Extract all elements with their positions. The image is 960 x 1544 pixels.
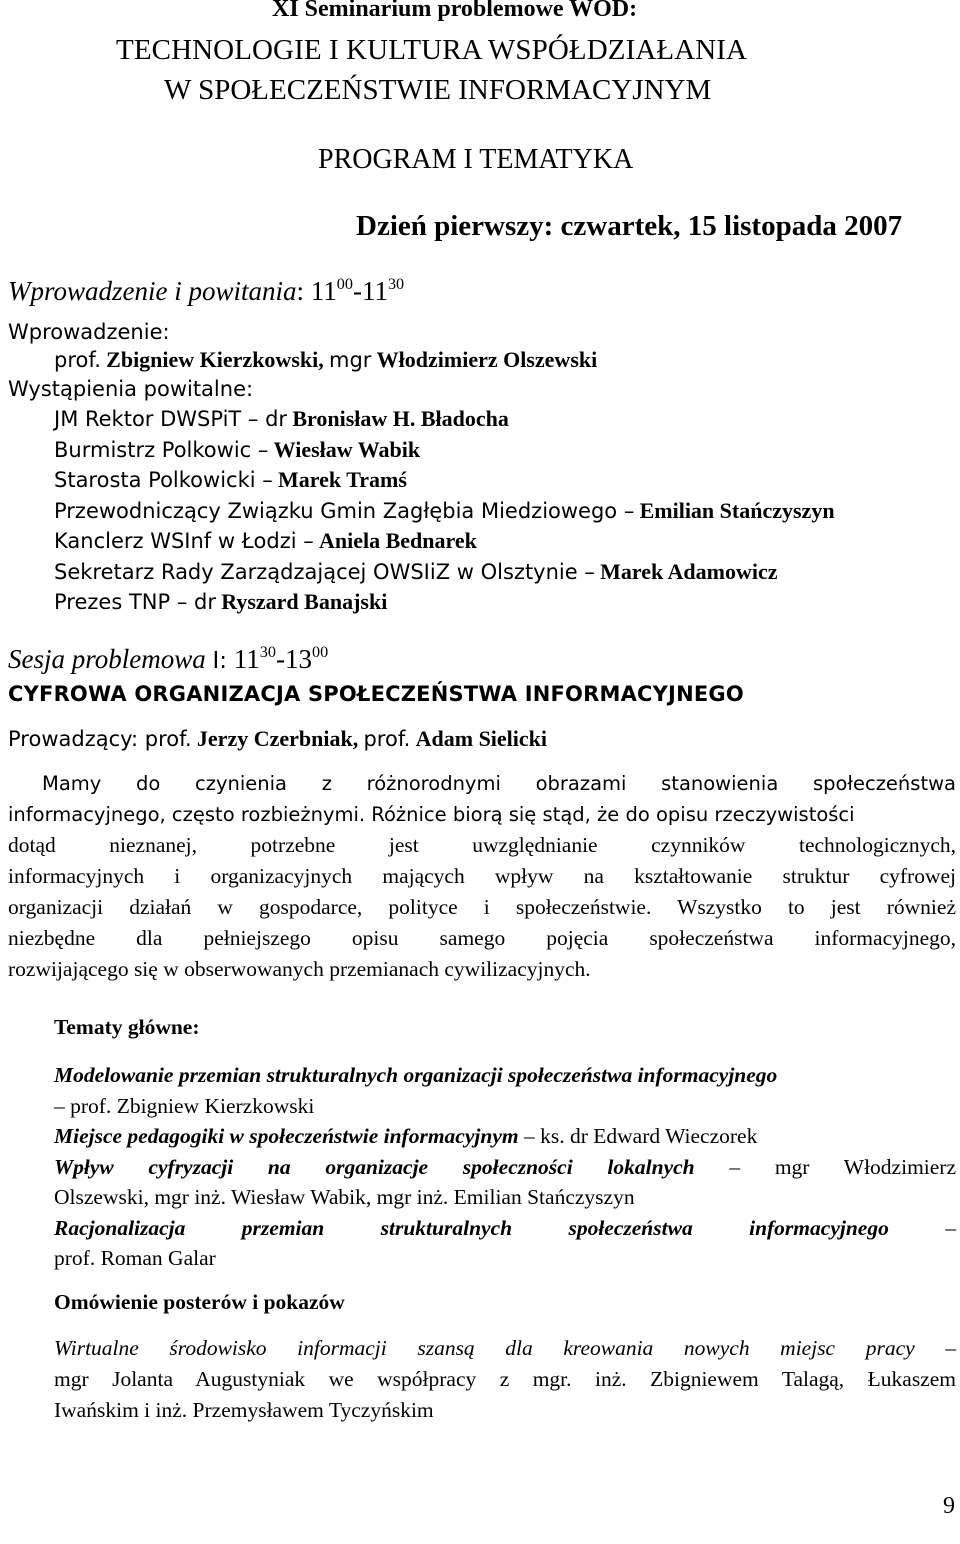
- program-heading: PROGRAM I TEMATYKA: [318, 144, 634, 175]
- session-chairs: Prowadzący: prof. Jerzy Czerbniak, prof. Adam Sielicki: [8, 726, 548, 751]
- speaker-row: JM Rektor DWSPiT – dr Bronisław H. Bładocha: [54, 406, 509, 431]
- topic-title: Miejsce pedagogiki w społeczeństwie informacyjnym: [54, 1124, 519, 1148]
- topic-author: – ks. dr Edward Wieczorek: [523, 1124, 758, 1148]
- description-line: Mamy do czynienia z różnorodnymi obrazami stanowienia społeczeństwa: [42, 772, 956, 795]
- topic-title: Modelowanie przemian strukturalnych organizacji społeczeństwa informacyjnego: [54, 1063, 778, 1087]
- poster-authors: Iwańskim i inż. Przemysławem Tyczyńskim: [54, 1398, 434, 1422]
- description-line: niezbędne dla pełniejszego opisu samego pojęcia społeczeństwa informacyjnego,: [8, 926, 956, 950]
- topic-author: Olszewski, mgr inż. Wiesław Wabik, mgr inż. Emilian Stańczyszyn: [54, 1185, 635, 1209]
- session-number: I:: [212, 648, 228, 674]
- day-heading: Dzień pierwszy: czwartek, 15 listopada 2007: [356, 210, 903, 242]
- page-number: 9: [943, 1493, 955, 1519]
- wystapienia-label: Wystąpienia powitalne:: [8, 377, 254, 401]
- poster-item: [54, 1333, 956, 1426]
- session-description: [8, 768, 956, 985]
- topics-heading: Tematy główne:: [54, 1015, 200, 1039]
- intro-heading-colon: :: [296, 276, 305, 306]
- topic-author: – mgr Włodzimierz: [729, 1154, 957, 1179]
- seminar-title: XI Seminarium problemowe WOD:: [272, 0, 638, 22]
- description-line: dotąd nieznanej, potrzebne jest uwzględnianie czynników technologicznych,: [8, 833, 956, 857]
- poster-authors: mgr Jolanta Augustyniak we współpracy z mgr. inż. Zbigniewem Talagą, Łukaszem: [54, 1367, 956, 1391]
- poster-dash: –: [945, 1336, 957, 1360]
- speaker-row: Burmistrz Polkowic – Wiesław Wabik: [54, 437, 421, 462]
- topic-item: [54, 1152, 956, 1183]
- topics-list: [54, 1060, 956, 1274]
- main-title-line1: TECHNOLOGIE I KULTURA WSPÓŁDZIAŁANIA: [116, 34, 748, 66]
- topic-author: – prof. Zbigniew Kierzkowski: [54, 1093, 315, 1118]
- session-heading: [8, 644, 328, 675]
- topic-dash: –: [945, 1215, 956, 1240]
- posters-heading: Omówienie posterów i pokazów: [54, 1290, 345, 1314]
- topic-title: Racjonalizacja przemian strukturalnych społeczeństwa informacyjnego: [54, 1215, 889, 1240]
- description-line: informacyjnego, często rozbieżnymi. Różnice biorą się stąd, że do opisu rzeczywistości: [8, 803, 855, 826]
- session-title: CYFROWA ORGANIZACJA SPOŁECZEŃSTWA INFORMACYJNEGO: [8, 682, 744, 706]
- speaker-row: Sekretarz Rady Zarządzającej OWSIiZ w Olsztynie – Marek Adamowicz: [54, 559, 778, 584]
- wprowadzenie-label: Wprowadzenie:: [8, 320, 170, 344]
- wprowadzenie-speakers: prof. Zbigniew Kierzkowski, mgr Włodzimierz Olszewski: [54, 347, 598, 372]
- poster-title: Wirtualne środowisko informacji szansą dla kreowania nowych miejsc pracy: [54, 1336, 915, 1360]
- speaker-row: Przewodniczący Związku Gmin Zagłębia Miedziowego – Emilian Stańczyszyn: [54, 498, 835, 523]
- topic-title: Wpływ cyfryzacji na organizacje społeczności lokalnych: [54, 1154, 695, 1179]
- session-time: $11^{30}-13^{00}$: [233, 643, 329, 674]
- session-heading-text: Sesja problemowa: [8, 644, 206, 674]
- poster-title-line: [54, 1333, 956, 1364]
- intro-heading: [8, 276, 404, 307]
- main-title-line2: W SPOŁECZEŃSTWIE INFORMACYJNYM: [164, 74, 712, 106]
- description-line: informacyjnych i organizacyjnych mających wpływ na kształtowanie struktur cyfrowej: [8, 864, 956, 888]
- speaker-row: Starosta Polkowicki – Marek Tramś: [54, 467, 407, 492]
- speaker-row: Kanclerz WSInf w Łodzi – Aniela Bednarek: [54, 528, 477, 553]
- speaker-row: Prezes TNP – dr Ryszard Banajski: [54, 589, 388, 614]
- description-line: rozwijającego się w obserwowanych przemianach cywilizacyjnych.: [8, 957, 591, 981]
- topic-item: [54, 1121, 956, 1152]
- topic-author: prof. Roman Galar: [54, 1246, 216, 1270]
- description-line: organizacji działań w gospodarce, polityce i społeczeństwie. Wszystko to jest również: [8, 895, 956, 919]
- topic-item: [54, 1213, 956, 1244]
- intro-heading-text: Wprowadzenie i powitania: [8, 276, 297, 306]
- intro-time: $11^{00}-11^{30}$: [310, 275, 405, 306]
